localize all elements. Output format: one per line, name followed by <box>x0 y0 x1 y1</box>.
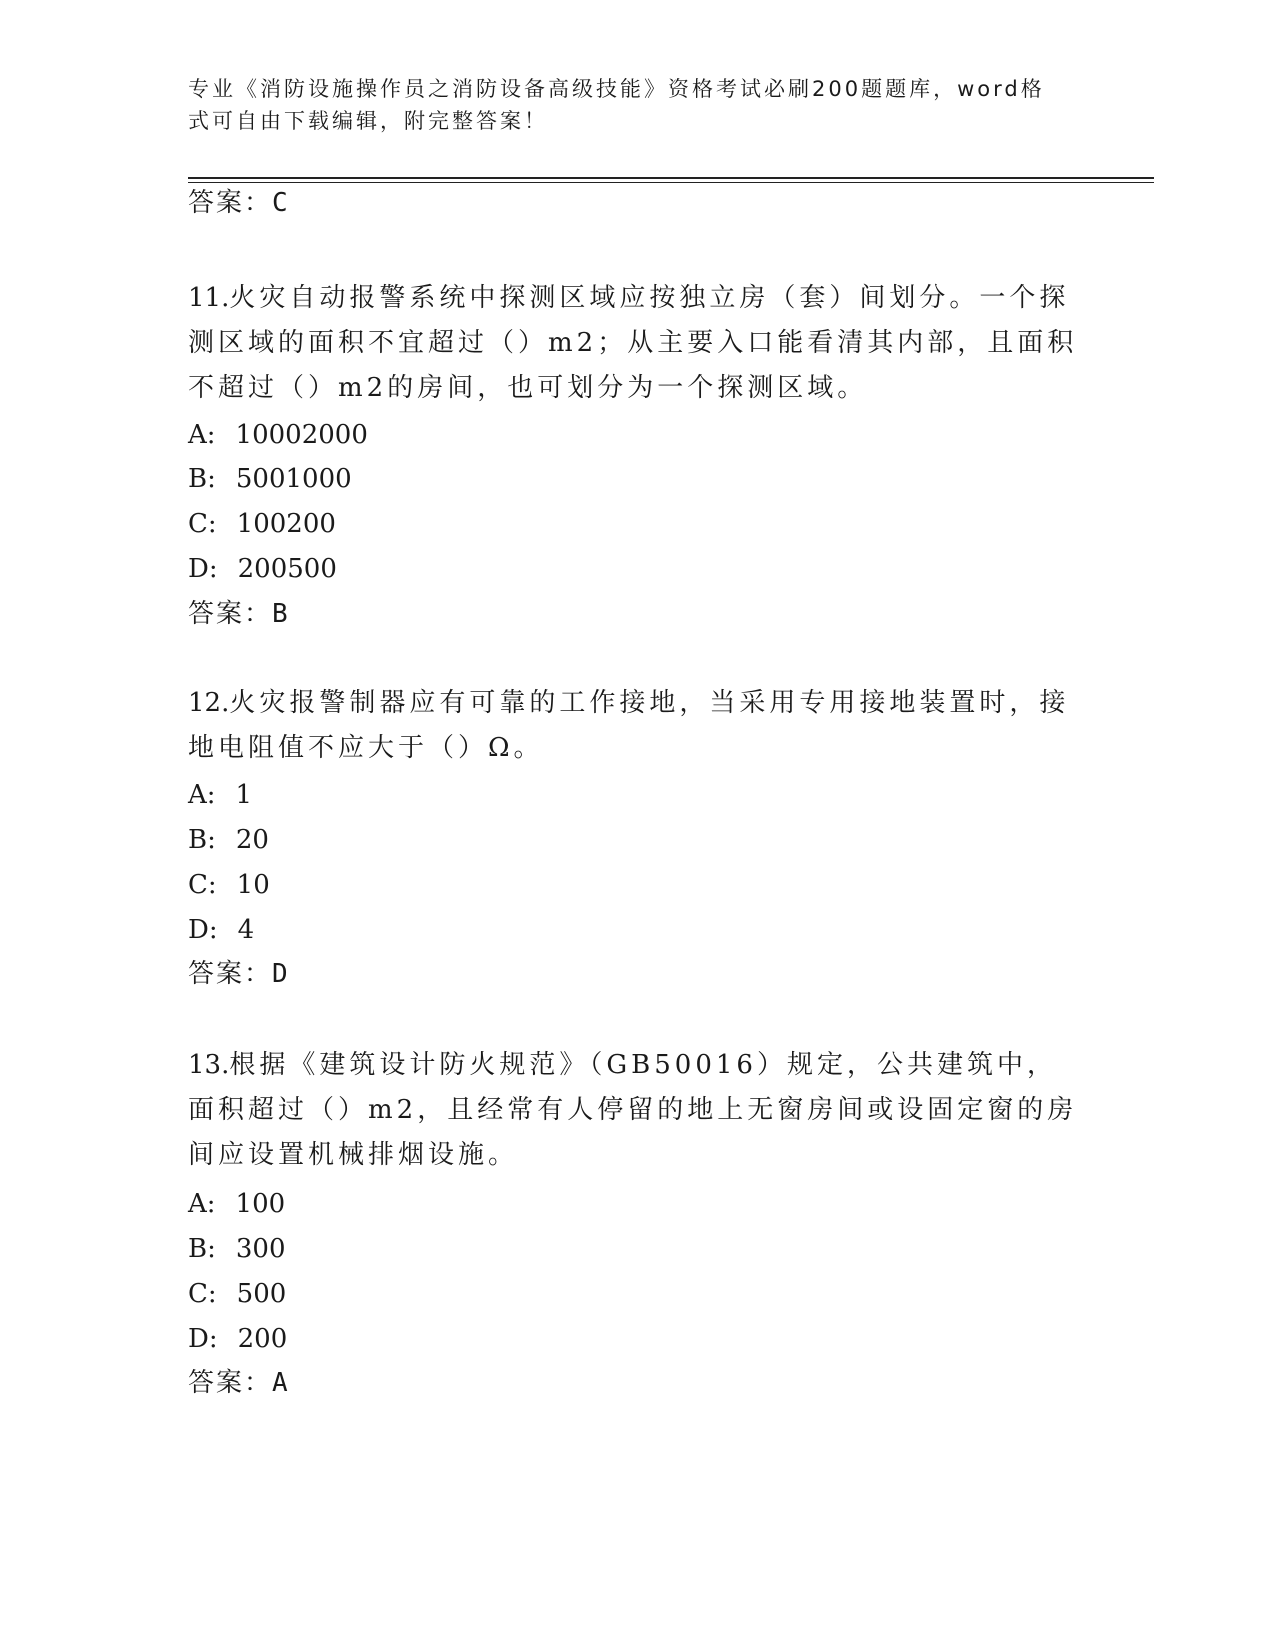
question-number: 11. <box>188 283 230 313</box>
option-value: 10002000 <box>235 420 368 450</box>
question-13-option-c <box>188 1277 286 1311</box>
option-value: 5001000 <box>235 464 352 494</box>
option-key: A: <box>188 1189 216 1219</box>
option-key: D: <box>188 554 218 584</box>
option-value: 100 <box>235 1189 286 1219</box>
header-divider-thick <box>188 177 1154 179</box>
answer-value: D <box>272 959 290 989</box>
option-key: C: <box>188 1279 217 1309</box>
question-11-option-a <box>188 418 368 452</box>
question-number: 12. <box>188 688 230 718</box>
question-12-option-a <box>188 778 252 812</box>
question-13-text <box>188 1043 1078 1178</box>
question-13-option-b <box>188 1232 286 1266</box>
question-stem: 火灾报警制器应有可靠的工作接地，当采用专用接地装置时，接地电阻值不应大于（）Ω。 <box>188 688 1070 763</box>
option-value: 10 <box>236 870 270 900</box>
question-11-option-d <box>188 552 337 586</box>
question-12-text <box>188 681 1078 771</box>
option-key: D: <box>188 1324 218 1354</box>
option-value: 500 <box>236 1279 287 1309</box>
option-value: 100200 <box>236 509 336 539</box>
option-value: 300 <box>235 1234 286 1264</box>
option-value: 20 <box>235 825 269 855</box>
answer-label: 答案： <box>188 599 273 629</box>
option-value: 1 <box>235 780 253 810</box>
option-value: 200 <box>237 1324 288 1354</box>
option-key: B: <box>188 825 216 855</box>
question-12-option-d <box>188 913 254 947</box>
option-key: C: <box>188 509 217 539</box>
option-key: B: <box>188 464 216 494</box>
answer-label: 答案： <box>188 959 273 989</box>
option-key: B: <box>188 1234 216 1264</box>
question-stem: 根据《建筑设计防火规范》（GB50016）规定，公共建筑中，面积超过（）m2，且经常有人停留的地上无窗房间或设固定窗的房间应设置机械排烟设施。 <box>188 1050 1078 1170</box>
answer-value: B <box>272 599 290 629</box>
question-13-answer <box>188 1366 290 1400</box>
option-key: A: <box>188 780 216 810</box>
question-13-option-a <box>188 1187 285 1221</box>
question-stem: 火灾自动报警系统中探测区域应按独立房（套）间划分。一个探测区域的面积不宜超过（）m2；从主要入口能看清其内部，且面积不超过（）m2的房间，也可划分为一个探测区域。 <box>188 283 1078 403</box>
option-key: A: <box>188 420 216 450</box>
answer-value: A <box>272 1368 290 1398</box>
question-11-answer <box>188 597 290 631</box>
question-12-answer <box>188 957 290 991</box>
option-value: 200500 <box>237 554 337 584</box>
question-12-option-c <box>188 868 270 902</box>
option-value: 4 <box>237 915 255 945</box>
question-13-option-d <box>188 1322 287 1356</box>
option-key: C: <box>188 870 217 900</box>
document-header <box>188 73 1068 137</box>
question-number: 13. <box>188 1050 230 1080</box>
header-divider-thin <box>188 182 1154 183</box>
answer-label: 答案： <box>188 188 273 218</box>
question-11-option-b <box>188 462 352 496</box>
question-11-option-c <box>188 507 336 541</box>
option-key: D: <box>188 915 218 945</box>
answer-label: 答案： <box>188 1368 273 1398</box>
previous-answer <box>188 186 290 220</box>
question-12-option-b <box>188 823 269 857</box>
question-11-text <box>188 276 1078 411</box>
header-line-2: 式可自由下载编辑，附完整答案！ <box>188 109 548 133</box>
header-line-1: 专业《消防设施操作员之消防设备高级技能》资格考试必刷200题题库，word格 <box>188 77 1045 101</box>
answer-value: C <box>272 188 290 218</box>
